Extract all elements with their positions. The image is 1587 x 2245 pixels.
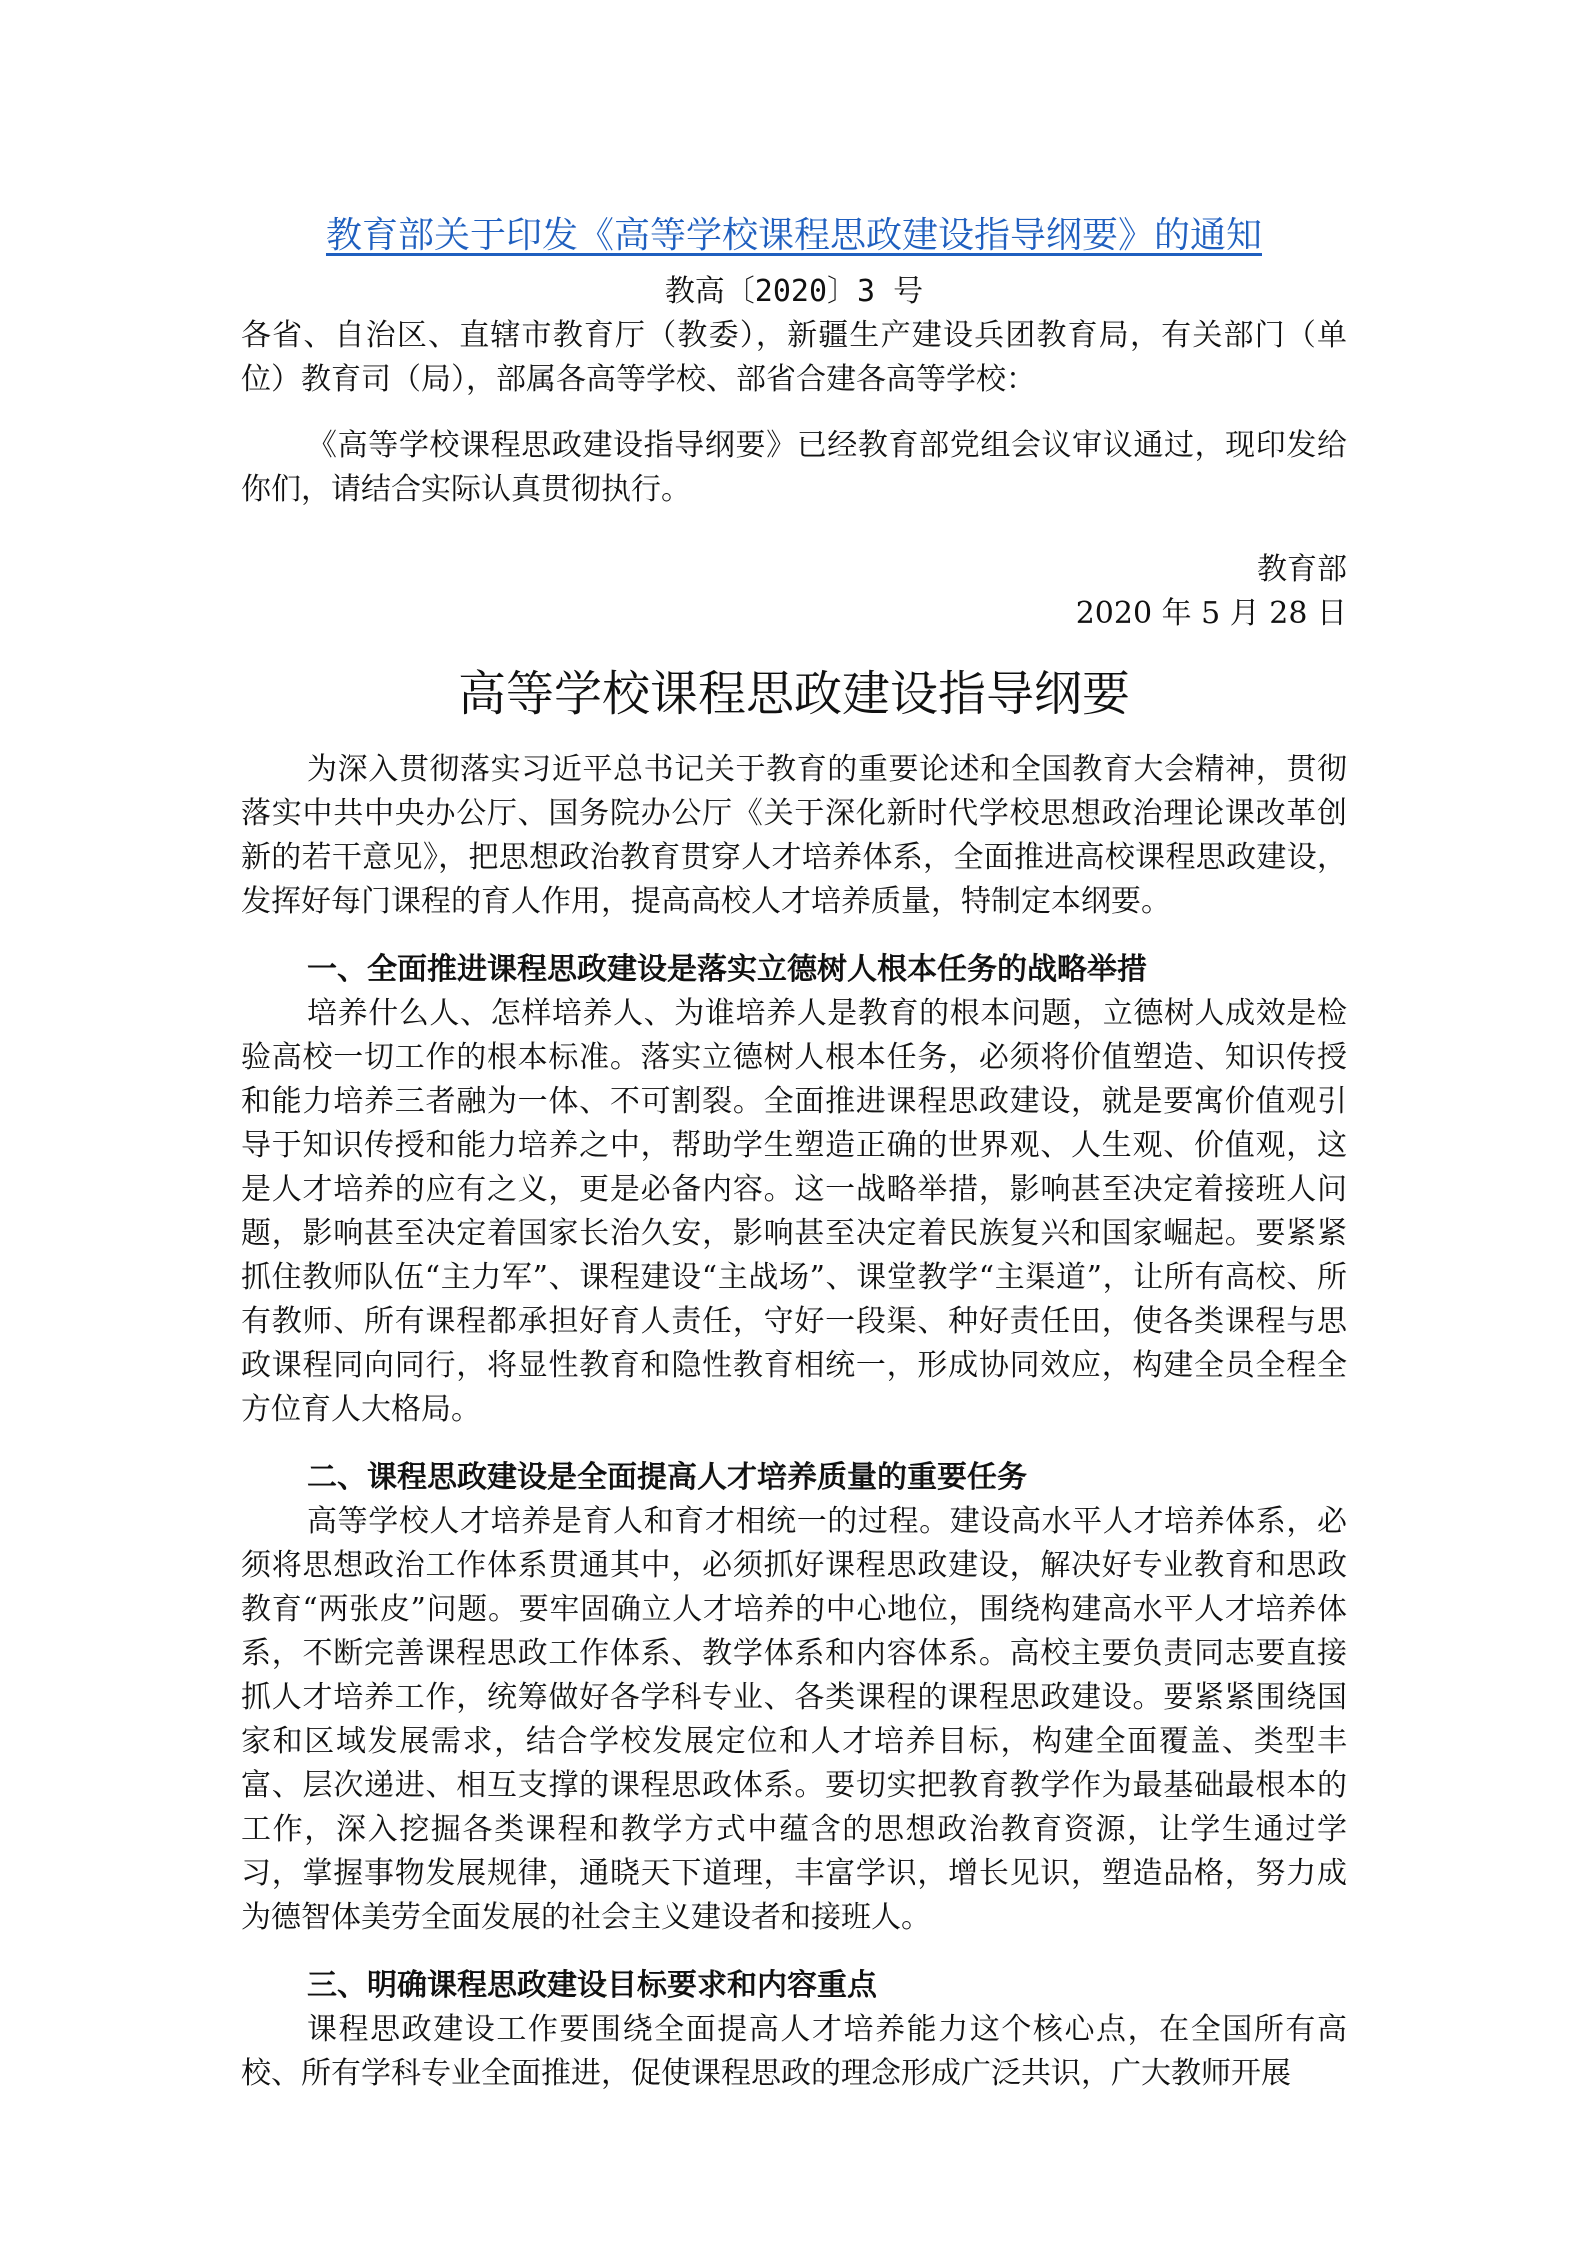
outline-intro-paragraph: 为深入贯彻落实习近平总书记关于教育的重要论述和全国教育大会精神，贯彻落实中共中央办公厅、国务院办公厅《关于深化新时代学校思想政治理论课改革创新的若干意见》，把思想政治教育贯穿人才培养体系，全面推进高校课程思政建设，发挥好每门课程的育人作用，提高高校人才培养质量，特制定本纲要。 xyxy=(241,752,1347,919)
section-heading-3: 三、明确课程思政建设目标要求和内容重点 xyxy=(307,1968,877,2003)
document-number: 教高〔2020〕3 号 xyxy=(664,274,924,309)
section-paragraph-2: 高等学校人才培养是育人和育才相统一的过程。建设高水平人才培养体系，必须将思想政治工作体系贯通其中，必须抓好课程思政建设，解决好专业教育和思政教育“两张皮”问题。要牢固确立人才培养的中心地位，围绕构建高水平人才培养体系，不断完善课程思政工作体系、教学体系和内容体系。高校主要负责同志要直接抓人才培养工作，统筹做好各学科专业、各类课程的课程思政建设。要紧紧围绕国家和区域发展需求，结合学校发展定位和人才培养目标，构建全面覆盖、类型丰富、层次递进、相互支撑的课程思政体系。要切实把教育教学作为最基础最根本的工作，深入挖掘各类课程和教学方式中蕴含的思想政治教育资源，让学生通过学习，掌握事物发展规律，通晓天下道理，丰富学识，增长见识，塑造品格，努力成为德智体美劳全面发展的社会主义建设者和接班人。 xyxy=(241,1504,1347,1935)
section-paragraph-1: 培养什么人、怎样培养人、为谁培养人是教育的根本问题，立德树人成效是检验高校一切工作的根本标准。落实立德树人根本任务，必须将价值塑造、知识传授和能力培养三者融为一体、不可割裂。全面推进课程思政建设，就是要寓价值观引导于知识传授和能力培养之中，帮助学生塑造正确的世界观、人生观、价值观，这是人才培养的应有之义，更是必备内容。这一战略举措，影响甚至决定着接班人问题，影响甚至决定着国家长治久安，影响甚至决定着民族复兴和国家崛起。要紧紧抓住教师队伍“主力军”、课程建设“主战场”、课堂教学“主渠道”，让所有高校、所有教师、所有课程都承担好育人责任，守好一段渠、种好责任田，使各类课程与思政课程同向同行，将显性教育和隐性教育相统一，形成协同效应，构建全员全程全方位育人大格局。 xyxy=(241,996,1347,1427)
outline-title: 高等学校课程思政建设指导纲要 xyxy=(457,666,1130,722)
addressee-paragraph: 各省、自治区、直辖市教育厅（教委），新疆生产建设兵团教育局，有关部门（单位）教育司（局），部属各高等学校、部省合建各高等学校： xyxy=(241,318,1347,397)
notice-title-link[interactable]: 教育部关于印发《高等学校课程思政建设指导纲要》的通知 xyxy=(325,215,1262,256)
signature-date: 2020 年 5 月 28 日 xyxy=(1075,596,1347,631)
section-paragraph-3: 课程思政建设工作要围绕全面提高人才培养能力这个核心点，在全国所有高校、所有学科专业全面推进，促使课程思政的理念形成广泛共识，广大教师开展 xyxy=(241,2012,1347,2091)
document-content xyxy=(241,208,1347,2096)
section-heading-2: 二、课程思政建设是全面提高人才培养质量的重要任务 xyxy=(307,1460,1027,1495)
section-heading-1: 一、全面推进课程思政建设是落实立德树人根本任务的战略举措 xyxy=(307,952,1147,987)
signature-organization: 教育部 xyxy=(1257,552,1347,587)
notice-body-paragraph: 《高等学校课程思政建设指导纲要》已经教育部党组会议审议通过，现印发给你们，请结合实际认真贯彻执行。 xyxy=(241,428,1347,507)
